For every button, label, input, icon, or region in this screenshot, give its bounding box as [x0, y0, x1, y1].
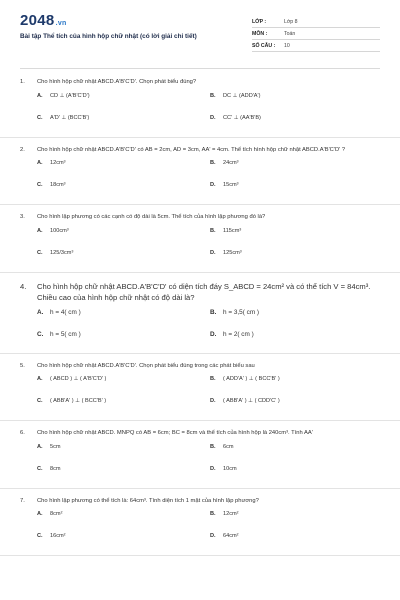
answer-option[interactable]	[210, 376, 383, 398]
answer-option[interactable]	[210, 398, 383, 420]
option-text: h = 3,5( cm )	[223, 308, 260, 316]
answer-option[interactable]	[37, 250, 210, 272]
option-text: 18cm³	[50, 182, 66, 188]
option-letter: A.	[37, 443, 43, 450]
option-text: 125/3cm³	[50, 249, 74, 256]
question-divider	[0, 353, 400, 354]
answer-options	[37, 160, 380, 204]
option-letter: D.	[210, 330, 217, 338]
answer-option[interactable]	[210, 331, 383, 353]
answer-option[interactable]	[37, 309, 210, 331]
answer-option[interactable]	[37, 444, 210, 466]
question-item	[0, 78, 400, 137]
answer-option[interactable]	[37, 93, 210, 115]
option-text: 100cm³	[50, 227, 69, 234]
answer-option[interactable]	[210, 228, 383, 250]
meta-label: MÔN :	[252, 30, 268, 37]
question-item	[0, 213, 400, 272]
question-item	[0, 497, 400, 556]
question-number: 2.	[20, 146, 25, 153]
option-text: h = 4( cm )	[50, 308, 81, 316]
answer-option[interactable]	[37, 331, 210, 353]
question-text	[20, 497, 380, 506]
answer-option[interactable]	[210, 93, 383, 115]
answer-options	[37, 376, 380, 420]
option-letter: A.	[37, 160, 43, 166]
meta-label: SỐ CÂU :	[252, 42, 276, 49]
option-letter: C.	[37, 114, 43, 121]
meta-row-count	[252, 40, 380, 52]
answer-options	[37, 228, 380, 272]
question-divider	[0, 204, 400, 205]
question-text	[20, 146, 380, 155]
option-letter: C.	[37, 182, 43, 188]
option-letter: D.	[210, 114, 216, 121]
answer-option[interactable]	[37, 466, 210, 488]
question-divider	[0, 555, 400, 556]
option-text: 64cm²	[223, 533, 239, 539]
meta-row-grade	[252, 16, 380, 28]
answer-options	[37, 444, 380, 488]
option-text: 15cm³	[223, 182, 239, 188]
question-number: 1.	[20, 79, 25, 85]
option-letter: B.	[210, 160, 216, 166]
option-letter: C.	[37, 465, 43, 472]
option-text: 5cm	[50, 443, 61, 450]
option-letter: B.	[210, 511, 216, 517]
option-text: h = 5( cm )	[50, 330, 81, 338]
option-text: 16cm²	[50, 533, 66, 539]
question-number: 5.	[20, 362, 25, 369]
question-body: Cho hình hộp chữ nhật ABCD.A'B'C'D'. Chọn phát biểu đúng?	[37, 79, 197, 85]
option-letter: B.	[210, 227, 216, 234]
option-letter: A.	[37, 227, 43, 234]
option-text: 8cm²	[50, 511, 63, 517]
logo-text: 2048	[20, 12, 55, 29]
answer-option[interactable]	[37, 160, 210, 182]
meta-value: Lớp 8	[284, 18, 298, 25]
option-letter: D.	[210, 249, 216, 256]
question-divider	[0, 137, 400, 138]
option-letter: B.	[210, 92, 216, 99]
question-list	[0, 78, 400, 564]
logo-suffix: .vn	[55, 20, 67, 27]
option-letter: B.	[210, 443, 216, 450]
question-body: Cho hình lập phương có thể tích là: 64cm³. Tính diện tích 1 mặt của hình lập phương?	[37, 497, 259, 504]
question-text	[20, 281, 380, 303]
option-text: ( ABB'A' ) ⊥ ( CDD'C' )	[223, 398, 280, 404]
option-letter: D.	[210, 182, 216, 188]
option-text: 12cm³	[50, 160, 66, 166]
option-text: 8cm	[50, 465, 61, 472]
option-letter: B.	[210, 376, 216, 382]
option-text: CC' ⊥ (AA'B'B)	[223, 114, 261, 121]
option-letter: A.	[37, 511, 43, 517]
option-letter: D.	[210, 398, 216, 404]
option-text: 125cm³	[223, 249, 242, 256]
option-letter: C.	[37, 330, 44, 338]
answer-option[interactable]	[210, 250, 383, 272]
question-body: Cho hình lập phương có các cạnh có độ dài là 5cm. Thể tích của hình lập phương đó là?	[37, 214, 266, 220]
question-body: Cho hình hộp chữ nhật ABCD.A'B'C'D'. Chọn phát biểu đúng trong các phát biểu sau	[37, 362, 255, 369]
answer-option[interactable]	[210, 115, 383, 137]
option-text: ( ABB'A' ) ⊥ ( BCC'B' )	[50, 398, 107, 404]
question-body: Cho hình hộp chữ nhật ABCD. MNPQ có AB = 6cm; BC = 8cm và thể tích của hình hộp là 240cm³. Tính AA'	[37, 430, 313, 436]
question-number: 3.	[20, 214, 25, 220]
option-text: CD ⊥ (A'B'C'D')	[50, 92, 90, 99]
answer-option[interactable]	[210, 444, 383, 466]
site-logo[interactable]	[20, 12, 67, 29]
meta-row-subject	[252, 28, 380, 40]
option-letter: C.	[37, 249, 43, 256]
option-text: 6cm	[223, 443, 234, 450]
meta-label: LỚP :	[252, 18, 267, 25]
option-letter: C.	[37, 398, 43, 404]
option-text: DC ⊥ (ADD'A')	[223, 92, 261, 99]
question-divider	[0, 420, 400, 421]
question-text	[20, 213, 380, 222]
question-divider	[0, 272, 400, 273]
answer-option[interactable]	[37, 398, 210, 420]
question-text	[20, 362, 380, 371]
option-letter: B.	[210, 308, 217, 316]
answer-option[interactable]	[37, 228, 210, 250]
answer-options	[37, 93, 380, 137]
option-text: ( ADD'A' ) ⊥ ( BCC'B' )	[223, 376, 280, 382]
option-letter: A.	[37, 92, 43, 99]
worksheet-header	[0, 0, 400, 62]
question-number: 4.	[20, 281, 27, 291]
meta-table	[252, 16, 380, 52]
meta-value: 10	[284, 42, 290, 49]
answer-option[interactable]	[37, 533, 210, 555]
answer-option[interactable]	[210, 182, 383, 204]
answer-option[interactable]	[210, 466, 383, 488]
answer-option[interactable]	[37, 115, 210, 137]
option-text: h = 2( cm )	[223, 330, 254, 338]
question-item	[0, 429, 400, 488]
answer-option[interactable]	[210, 160, 383, 182]
question-body: Cho hình hộp chữ nhật ABCD.A'B'C'D' có diện tích đáy S_ABCD = 24cm² và có thể tích V = 84cm³. Chiều cao của hình hộp chữ nhật có độ dài là?	[37, 281, 371, 302]
meta-value: Toán	[284, 30, 296, 37]
question-body: Cho hình hộp chữ nhật ABCD.A'B'C'D' có AB = 2cm, AD = 3cm, AA' = 4cm. Thể tích hình hộp chữ nhật ABCD.A'B'C'D' ?	[37, 146, 346, 153]
worksheet-title: Bài tập Thể tích của hình hộp chữ nhật (có lời giải chi tiết)	[20, 33, 197, 40]
question-item	[0, 281, 400, 353]
option-letter: A.	[37, 376, 43, 382]
question-number: 7.	[20, 497, 25, 504]
question-text	[20, 78, 380, 87]
answer-option[interactable]	[37, 376, 210, 398]
option-text: A'D' ⊥ (BCC'B')	[50, 114, 90, 121]
question-divider	[0, 488, 400, 489]
option-letter: D.	[210, 533, 216, 539]
answer-option[interactable]	[210, 511, 383, 533]
answer-option[interactable]	[210, 309, 383, 331]
question-item	[0, 362, 400, 421]
option-text: 12cm²	[223, 511, 239, 517]
option-text: 24cm³	[223, 160, 239, 166]
answer-option[interactable]	[37, 511, 210, 533]
option-text: ( ABCD ) ⊥ ( A'B'C'D' )	[50, 376, 107, 382]
answer-options	[37, 309, 380, 353]
question-text	[20, 429, 380, 438]
option-text: 115cm³	[223, 227, 242, 234]
answer-options	[37, 511, 380, 555]
question-number: 6.	[20, 430, 25, 436]
answer-option[interactable]	[37, 182, 210, 204]
header-divider	[20, 68, 380, 69]
option-letter: D.	[210, 465, 216, 472]
option-letter: A.	[37, 308, 44, 316]
answer-option[interactable]	[210, 533, 383, 555]
option-letter: C.	[37, 533, 43, 539]
question-item	[0, 146, 400, 205]
option-text: 10cm	[223, 465, 237, 472]
